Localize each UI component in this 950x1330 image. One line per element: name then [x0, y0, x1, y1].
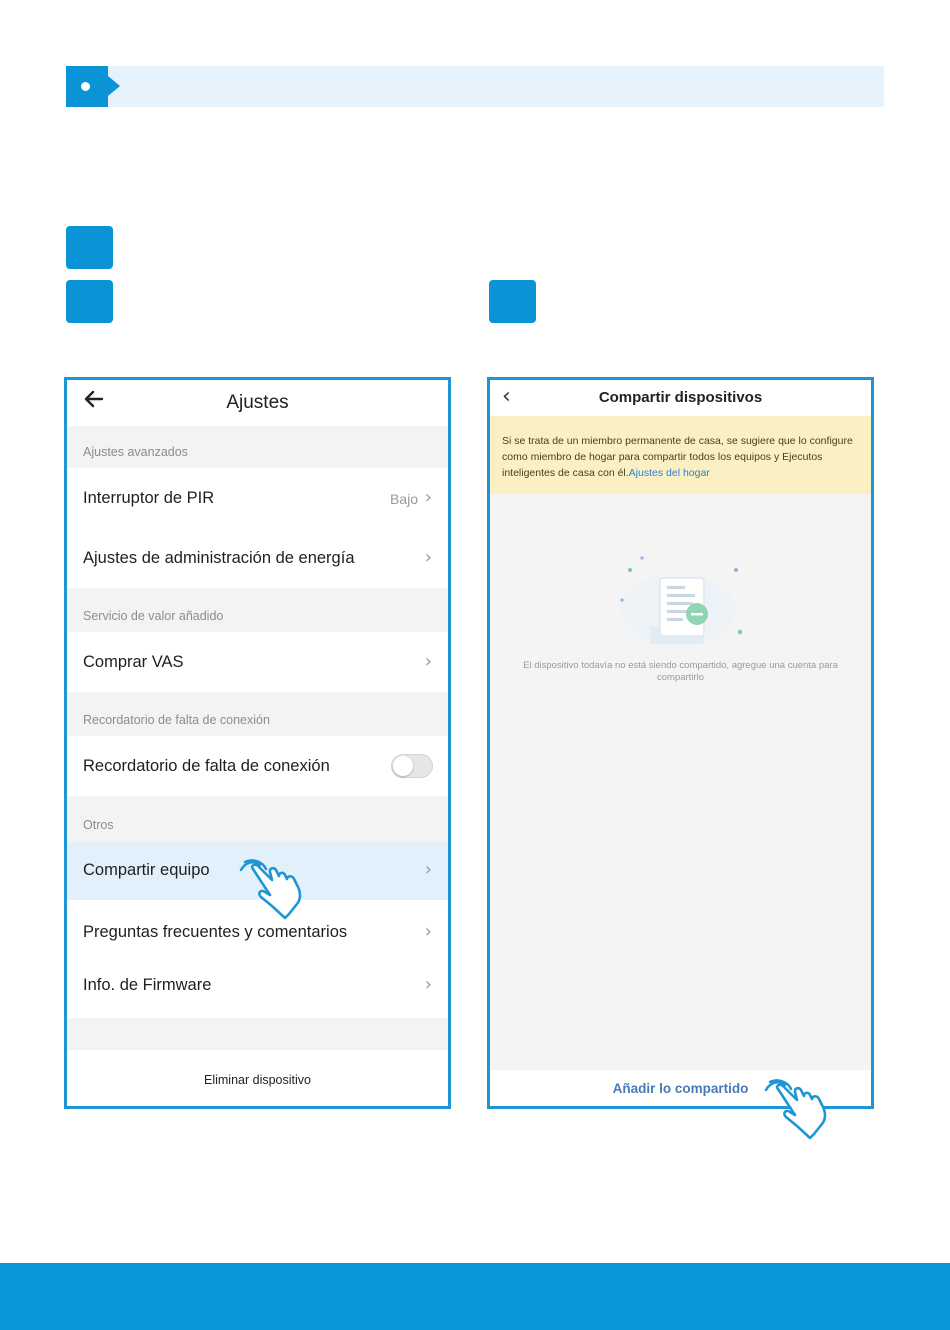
energy-label: Ajustes de administración de energía	[83, 549, 355, 567]
document-share-illustration	[608, 548, 748, 659]
footer-bar	[0, 1263, 950, 1330]
offline-reminder-label: Recordatorio de falta de conexión	[83, 757, 330, 775]
home-settings-link[interactable]: Ajustes del hogar	[628, 467, 710, 479]
step-badge-1	[66, 226, 113, 269]
tag-arrow-shape	[108, 76, 120, 96]
chevron-right-icon: ›	[424, 651, 432, 672]
buy-vas-row[interactable]	[67, 632, 448, 692]
tag-dot	[81, 82, 90, 91]
buy-vas-label: Comprar VAS	[83, 653, 184, 671]
firmware-row[interactable]	[67, 960, 448, 1018]
notice-text: Si se trata de un miembro permanente de casa, se sugiere que lo configure como miembro de hogar para compartir todos los equipos y Ejecutos inteligentes de casa con él.	[502, 435, 853, 479]
delete-device-button[interactable]: Eliminar dispositivo	[204, 1073, 311, 1087]
chevron-right-icon: ›	[424, 487, 432, 508]
pir-switch-value: Bajo	[389, 491, 418, 507]
pir-switch-label: Interruptor de PIR	[83, 489, 215, 507]
faq-label: Preguntas frecuentes y comentarios	[83, 923, 348, 941]
chevron-right-icon: ›	[424, 859, 432, 880]
pointing-hand-icon	[239, 856, 321, 925]
section-label-offline: Recordatorio de falta de conexión	[83, 713, 270, 727]
page-title: Ajustes	[226, 392, 289, 413]
offline-reminder-toggle[interactable]	[391, 754, 433, 778]
empty-state-message: El dispositivo todavía no está siendo compartido, agregue una cuenta para compartirlo	[523, 660, 838, 683]
chevron-right-icon: ›	[424, 547, 432, 568]
step-badge-3	[489, 280, 536, 323]
pointing-hand-icon	[764, 1076, 846, 1145]
firmware-label: Info. de Firmware	[83, 976, 212, 994]
section-header-bar	[66, 66, 884, 107]
share-devices-screen	[487, 377, 874, 1109]
chevron-right-icon: ›	[424, 974, 432, 995]
household-notice	[490, 416, 871, 494]
page-title: Compartir dispositivos	[598, 389, 763, 406]
add-share-button[interactable]: Añadir lo compartido	[612, 1081, 749, 1096]
pir-switch-row[interactable]	[67, 468, 448, 528]
toggle-knob	[393, 756, 413, 776]
energy-row[interactable]	[67, 528, 448, 588]
settings-screen	[64, 377, 451, 1109]
delete-device-row[interactable]	[67, 1050, 448, 1109]
chevron-right-icon: ›	[424, 921, 432, 942]
share-device-label: Compartir equipo	[83, 861, 210, 879]
section-label-value-added: Servicio de valor añadido	[83, 609, 224, 623]
share-topbar	[490, 380, 871, 416]
settings-topbar	[67, 380, 448, 426]
section-label-others: Otros	[83, 818, 114, 832]
step-badge-2	[66, 280, 113, 323]
offline-reminder-row	[67, 736, 448, 796]
back-arrow-icon[interactable]: ‹	[502, 384, 511, 409]
section-label-advanced: Ajustes avanzados	[83, 445, 188, 459]
